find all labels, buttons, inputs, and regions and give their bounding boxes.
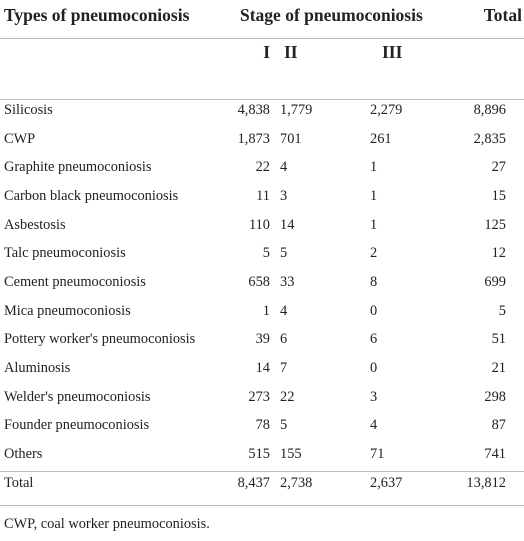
stage-ii-cell: 701: [280, 130, 302, 147]
stage-iii-cell: 4: [370, 417, 378, 434]
type-cell: Carbon black pneumoconiosis: [4, 187, 179, 204]
total-cell: 5: [498, 302, 506, 319]
total-cell: 12: [491, 245, 506, 262]
stage-i-cell: 11: [256, 187, 270, 204]
stage-ii-cell: 3: [280, 187, 288, 204]
stage-ii-header: II: [284, 41, 298, 62]
total-cell: 8,896: [473, 101, 506, 118]
stage-ii-cell: 4: [280, 302, 288, 319]
stage-iii-cell: 2,279: [370, 101, 403, 118]
stage-iii-cell: 1: [370, 216, 378, 233]
total-cell: 13,812: [466, 474, 506, 491]
header-types: Types of pneumoconiosis: [4, 4, 190, 25]
subheader-blank-total: [450, 30, 524, 74]
stage-ii-cell: 4: [280, 159, 288, 176]
total-cell: 2,835: [473, 130, 506, 147]
stage-ii-cell: 6: [280, 331, 288, 348]
stage-ii-cell: 5: [280, 417, 288, 434]
stage-i-cell: 110: [248, 216, 270, 233]
subheader-blank: [0, 30, 218, 74]
total-cell: 87: [491, 417, 506, 434]
stage-subheader-row: [0, 30, 524, 74]
type-cell: Founder pneumoconiosis: [4, 417, 150, 434]
stage-iii-cell: 2: [370, 245, 378, 262]
type-cell: Talc pneumoconiosis: [4, 245, 126, 262]
table-row: [0, 412, 524, 441]
total-cell: 51: [491, 331, 506, 348]
stage-ii-cell: 5: [280, 245, 288, 262]
type-cell: Total: [4, 474, 34, 491]
stage-i-cell: 4,838: [237, 101, 270, 118]
type-cell: Graphite pneumoconiosis: [4, 159, 152, 176]
stage-iii-cell: 71: [370, 446, 385, 463]
type-cell: CWP: [4, 130, 36, 147]
stage-i-header: I: [263, 41, 270, 62]
table-row: [0, 326, 524, 355]
stage-i-cell: 658: [248, 273, 270, 290]
table-row: [0, 354, 524, 383]
type-cell: Cement pneumoconiosis: [4, 273, 146, 290]
stage-iii-cell: 3: [370, 388, 378, 405]
type-cell: Silicosis: [4, 101, 53, 118]
stage-i-cell: 1,873: [237, 130, 270, 147]
stage-iii-cell: 1: [370, 187, 378, 204]
stage-i-cell: 22: [255, 159, 270, 176]
table-row: [0, 96, 524, 125]
total-cell: 15: [491, 187, 506, 204]
table-row: [0, 125, 524, 154]
table-row: [0, 383, 524, 412]
spacer-cell: [318, 74, 450, 96]
stage-iii-header: III: [382, 41, 403, 62]
table-row: [0, 297, 524, 326]
type-cell: Others: [4, 446, 43, 463]
total-cell: 125: [484, 216, 506, 233]
stage-ii-cell: 33: [280, 273, 295, 290]
stage-iii-cell: 0: [370, 360, 378, 377]
stage-iii-cell: 2,637: [370, 474, 403, 491]
spacer-cell: [0, 74, 218, 96]
header-row: [0, 0, 524, 30]
table-row: [0, 153, 524, 182]
stage-i-cell: 273: [248, 388, 270, 405]
body-spacer-row: [0, 74, 524, 96]
stage-i-cell: 5: [262, 245, 270, 262]
stage-i-cell: 39: [255, 331, 270, 348]
stage-i-cell: 14: [255, 360, 270, 377]
type-cell: Aluminosis: [4, 360, 71, 377]
stage-iii-cell: 6: [370, 331, 378, 348]
stage-ii-cell: 14: [280, 216, 295, 233]
total-cell: 27: [491, 159, 506, 176]
table-row: [0, 182, 524, 211]
type-cell: Mica pneumoconiosis: [4, 302, 131, 319]
stage-iii-cell: 8: [370, 273, 378, 290]
type-cell: Asbestosis: [4, 216, 66, 233]
spacer-cell: [450, 74, 524, 96]
total-cell: 741: [484, 446, 506, 463]
spacer-cell: [276, 74, 318, 96]
table-row: [0, 239, 524, 268]
header-total: Total: [483, 4, 522, 25]
table-row: [0, 211, 524, 240]
type-cell: Welder's pneumoconiosis: [4, 388, 151, 405]
table-body: [0, 74, 524, 498]
stage-i-cell: 515: [248, 446, 270, 463]
stage-i-cell: 78: [255, 417, 270, 434]
total-cell: 699: [484, 273, 506, 290]
stage-i-cell: 8,437: [237, 474, 270, 491]
table-row: [0, 268, 524, 297]
stage-iii-cell: 1: [370, 159, 378, 176]
header-rule: [0, 38, 524, 39]
stage-ii-cell: 22: [280, 388, 295, 405]
total-cell: 21: [491, 360, 506, 377]
total-cell: 298: [484, 388, 506, 405]
stage-iii-cell: 0: [370, 302, 378, 319]
header-stage: Stage of pneumoconiosis: [240, 4, 423, 25]
bottom-rule: [0, 505, 524, 506]
table-row: [0, 469, 524, 498]
stage-ii-cell: 2,738: [280, 474, 313, 491]
stage-ii-cell: 1,779: [280, 101, 313, 118]
pre-total-rule: [0, 471, 524, 472]
type-cell: Pottery worker's pneumoconiosis: [4, 331, 196, 348]
stage-ii-cell: 7: [280, 360, 288, 377]
table-footnote: CWP, coal worker pneumoconiosis.: [4, 516, 210, 532]
stage-iii-cell: 261: [370, 130, 392, 147]
subheader-rule: [0, 99, 524, 100]
spacer-cell: [218, 74, 276, 96]
table-row: [0, 440, 524, 469]
stage-i-cell: 1: [262, 302, 270, 319]
stage-ii-cell: 155: [280, 446, 302, 463]
